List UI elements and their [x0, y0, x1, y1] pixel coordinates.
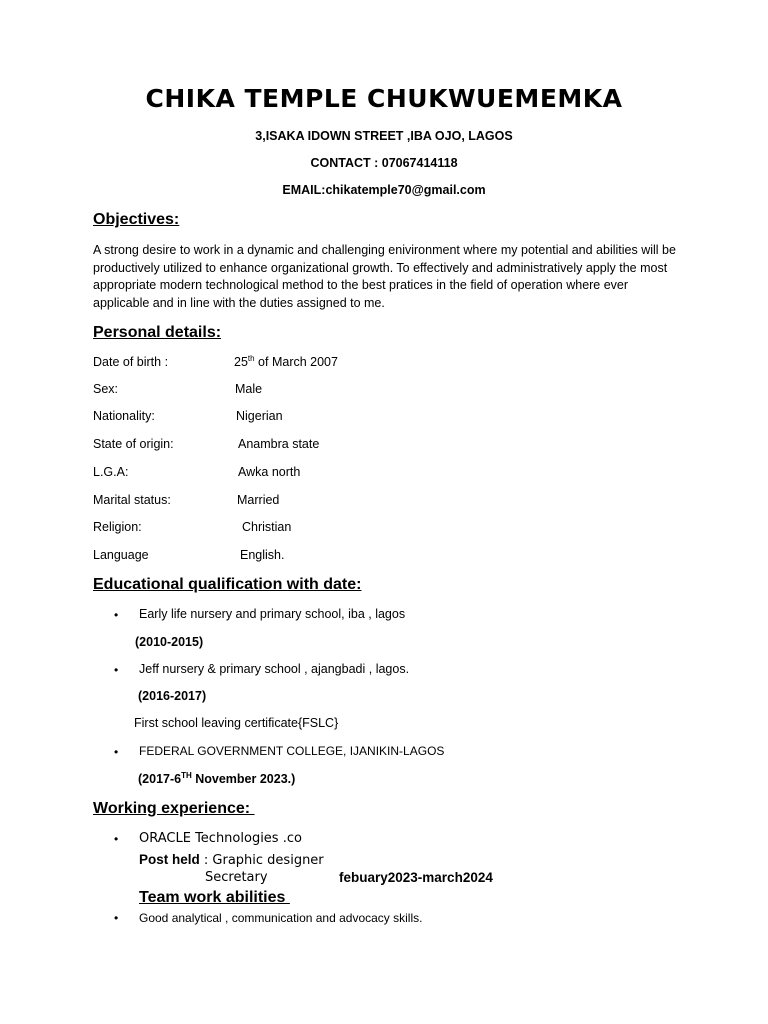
education-dates: (2017-6TH November 2023.): [138, 770, 296, 786]
education-item: FEDERAL GOVERNMENT COLLEGE, IJANIKIN-LAGOS: [139, 744, 445, 758]
detail-value: Anambra state: [238, 437, 320, 451]
detail-label: L.G.A:: [93, 465, 129, 479]
detail-label: Date of birth :: [93, 355, 169, 369]
detail-value: Married: [237, 493, 280, 507]
work-period: febuary2023-march2024: [339, 870, 493, 885]
bullet: •: [114, 608, 119, 622]
bullet: •: [114, 745, 119, 759]
bullet: •: [114, 663, 119, 677]
education-item: Jeff nursery & primary school , ajangbadi , lagos.: [139, 662, 410, 676]
education-item: Early life nursery and primary school, iba , lagos: [139, 607, 406, 621]
education-dates: (2010-2015): [135, 635, 204, 649]
company: ORACLE Technologies .co: [139, 831, 302, 846]
detail-value: Awka north: [238, 465, 301, 479]
detail-label: Nationality:: [93, 409, 155, 423]
detail-value: English.: [240, 548, 285, 562]
objectives-heading: Objectives:: [93, 211, 180, 228]
detail-label: Language: [93, 548, 149, 562]
detail-label: State of origin:: [93, 437, 174, 451]
post-held: Post held : Graphic designer: [139, 852, 324, 868]
detail-label: Religion:: [93, 520, 142, 534]
personal-details-heading: Personal details:: [93, 324, 222, 341]
contact: CONTACT : 07067414118: [310, 156, 458, 170]
secretary-role: Secretary: [205, 870, 268, 885]
certificate: First school leaving certificate{FSLC}: [134, 716, 339, 730]
detail-value: Male: [235, 382, 263, 396]
work-heading: Working experience:: [93, 800, 255, 817]
objectives-text: A strong desire to work in a dynamic and challenging enivironment where my potential and abilities will be productively utilized to enhance organizational growth. To effectively and administratively apply the most appropriate modern technological method to the best pratices in the field of operation where ever applicable and in line with the duties assigned to me.: [93, 243, 676, 310]
detail-value: Christian: [242, 520, 292, 534]
detail-value: Nigerian: [236, 409, 283, 423]
candidate-name: CHIKA TEMPLE CHUKWUEMEMKA: [145, 84, 623, 113]
detail-value: 25th of March 2007: [234, 353, 338, 369]
team-work-heading: Team work abilities: [139, 889, 290, 906]
education-dates: (2016-2017): [138, 689, 207, 703]
bullet: •: [114, 832, 119, 846]
detail-label: Sex:: [93, 382, 119, 396]
bullet: •: [114, 911, 119, 925]
skill-item: Good analytical , communication and advocacy skills.: [139, 911, 423, 925]
detail-label: Marital status:: [93, 493, 171, 507]
email: EMAIL:chikatemple70@gmail.com: [282, 183, 486, 197]
address: 3,ISAKA IDOWN STREET ,IBA OJO, LAGOS: [255, 129, 513, 143]
education-heading: Educational qualification with date:: [93, 576, 362, 593]
